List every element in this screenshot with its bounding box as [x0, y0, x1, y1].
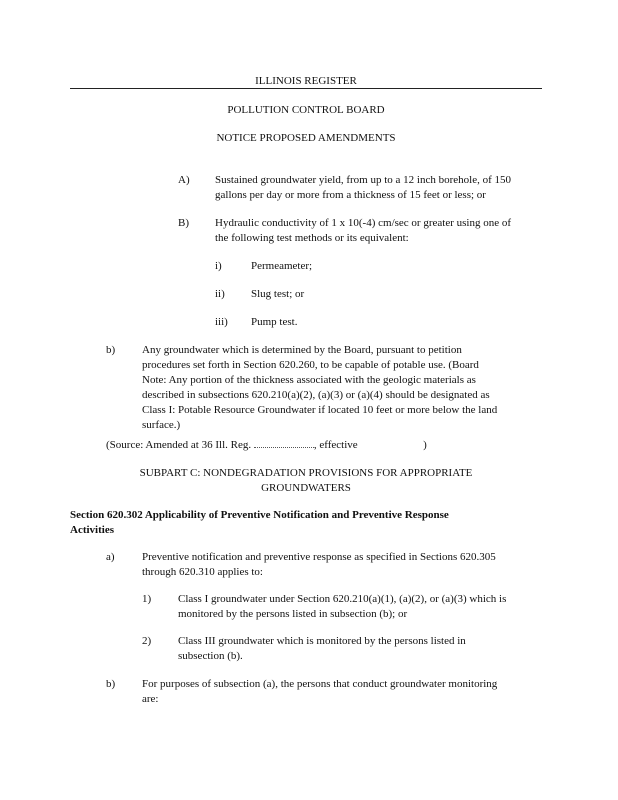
item-b-line: procedures set forth in Section 620.260, to be capable of potable use. (Board — [142, 359, 479, 371]
test-method-text: Slug test; or — [251, 288, 305, 300]
source-middle: , effective — [313, 439, 358, 451]
test-method-text: Pump test. — [251, 316, 298, 328]
test-method-text: Permeameter; — [251, 260, 313, 272]
sec-b-text — [142, 677, 547, 707]
sec-a-item-line: monitored by the persons listed in subsection (b); or — [178, 608, 408, 620]
item-B-text — [215, 216, 545, 246]
item-A-label: A) — [178, 174, 190, 186]
item-b-line: Any groundwater which is determined by the Board, pursuant to petition — [142, 344, 462, 356]
item-b-label: b) — [106, 344, 116, 356]
section-heading-line: Activities — [70, 524, 114, 536]
sec-a-text — [142, 550, 547, 580]
source-prefix: (Source: Amended at 36 Ill. Reg. — [106, 439, 252, 451]
section-heading — [70, 508, 550, 538]
sec-a-item-line: Class I groundwater under Section 620.210(a)(1), (a)(2), or (a)(3) which is — [178, 593, 507, 605]
sec-b-label: b) — [106, 678, 116, 690]
sec-a-item-text — [178, 634, 548, 664]
notice-title: NOTICE PROPOSED AMENDMENTS — [216, 132, 396, 144]
item-b-text — [142, 343, 547, 433]
header-rule — [70, 88, 542, 89]
sec-a-item-label: 2) — [142, 635, 152, 647]
blank-register-page — [254, 447, 314, 448]
test-method-label: ii) — [215, 288, 225, 300]
section-heading-line: Section 620.302 Applicability of Preventive Notification and Preventive Response — [70, 509, 449, 521]
item-b-line: Note: Any portion of the thickness associated with the geologic materials as — [142, 374, 476, 386]
item-b-line: described in subsections 620.210(a)(2), (a)(3) or (a)(4) should be designated as — [142, 389, 490, 401]
sec-b-line: For purposes of subsection (a), the persons that conduct groundwater monitoring — [142, 678, 498, 690]
sec-a-item-line: Class III groundwater which is monitored by the persons listed in — [178, 635, 466, 647]
item-A-text — [215, 173, 545, 203]
item-b-line: surface.) — [142, 419, 181, 431]
source-note — [106, 438, 427, 453]
agency-name: POLLUTION CONTROL BOARD — [227, 104, 385, 116]
test-method-label: iii) — [215, 316, 228, 328]
sec-a-item-line: subsection (b). — [178, 650, 243, 662]
register-title: ILLINOIS REGISTER — [255, 75, 357, 87]
sec-a-line: through 620.310 applies to: — [142, 566, 263, 578]
sec-a-line: Preventive notification and preventive response as specified in Sections 620.305 — [142, 551, 496, 563]
sec-a-label: a) — [106, 551, 115, 563]
item-B-label: B) — [178, 217, 189, 229]
item-B-line: Hydraulic conductivity of 1 x 10(-4) cm/sec or greater using one of — [215, 217, 511, 229]
item-b-line: Class I: Potable Resource Groundwater if located 10 feet or more below the land — [142, 404, 498, 416]
sec-a-item-text — [178, 592, 548, 622]
subpart-line: GROUNDWATERS — [261, 482, 351, 494]
item-B-line: the following test methods or its equivalent: — [215, 232, 409, 244]
item-A-line: Sustained groundwater yield, from up to a 12 inch borehole, of 150 — [215, 174, 512, 186]
item-A-line: gallons per day or more from a thickness of 15 feet or less; or — [215, 189, 486, 201]
source-suffix: ) — [423, 439, 427, 451]
subpart-line: SUBPART C: NONDEGRADATION PROVISIONS FOR APPROPRIATE — [139, 467, 473, 479]
sec-b-line: are: — [142, 693, 159, 705]
subpart-title — [70, 466, 542, 496]
test-method-label: i) — [215, 260, 222, 272]
sec-a-item-label: 1) — [142, 593, 152, 605]
